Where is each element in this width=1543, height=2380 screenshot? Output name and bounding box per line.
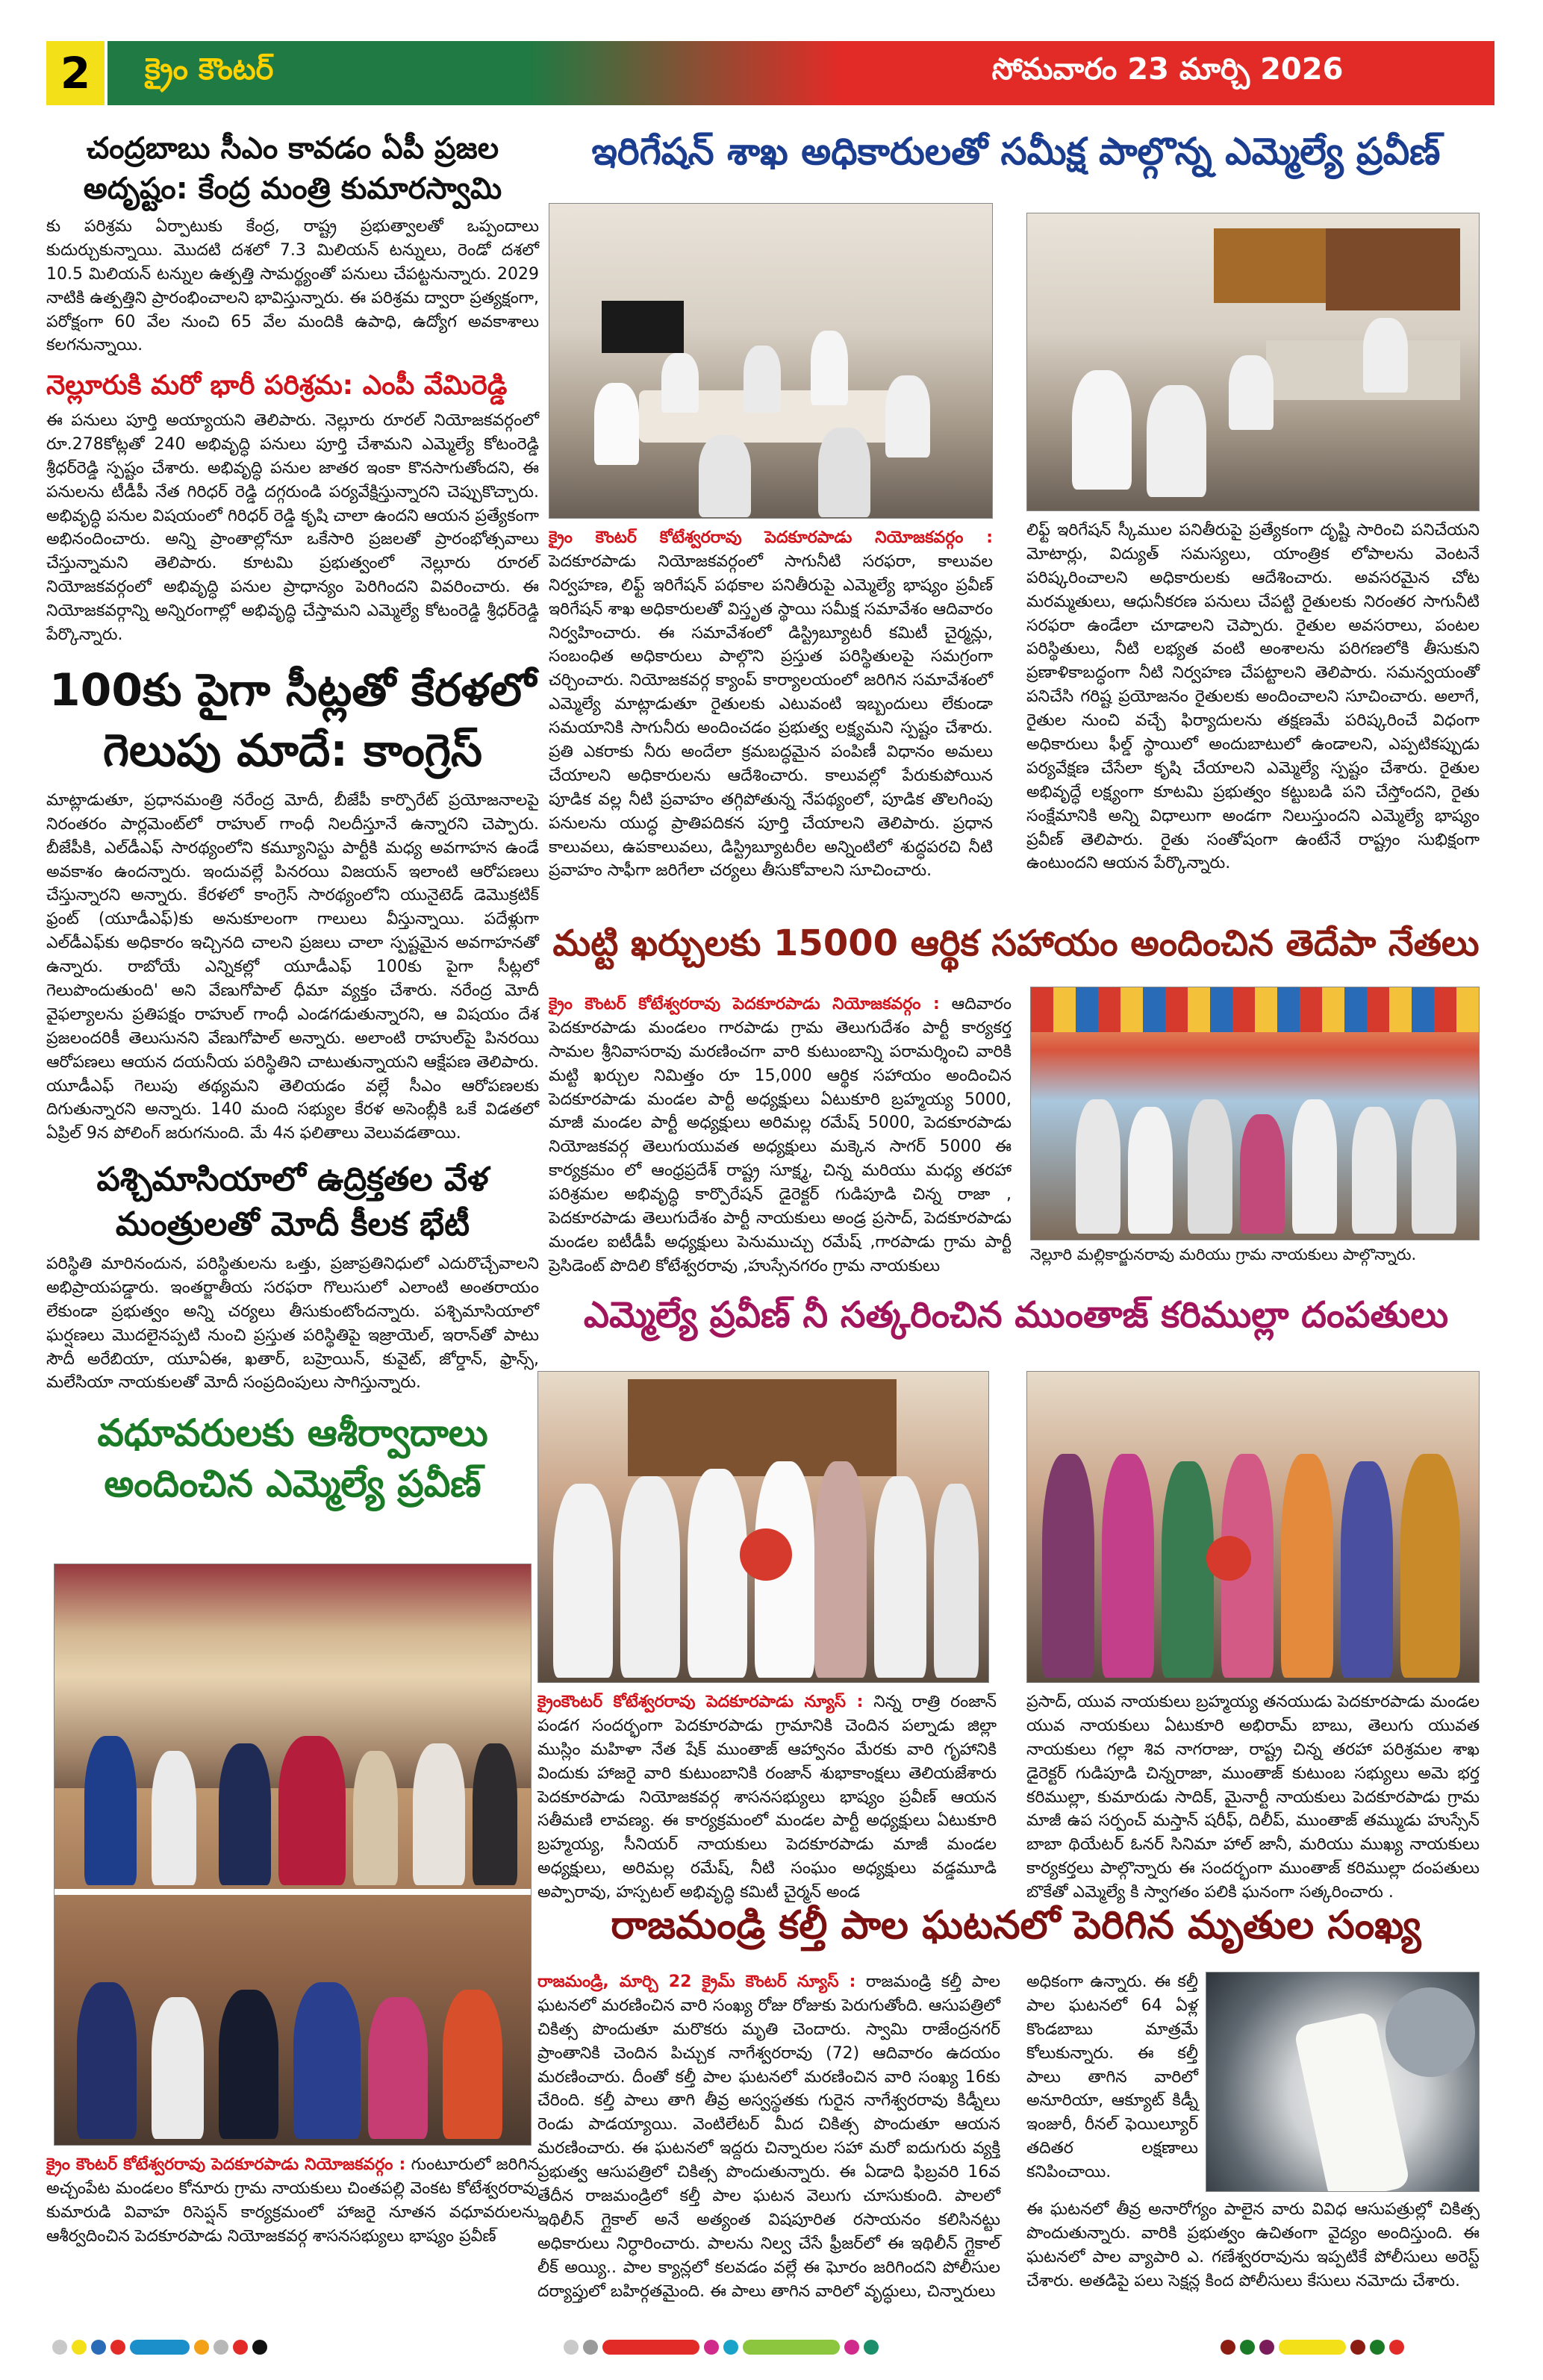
- footer-dots-right: [1221, 2340, 1404, 2355]
- footer-dots-left: [52, 2340, 267, 2355]
- milk-tragedy-text-a: [537, 1970, 1000, 2303]
- milk-tragedy-body-b: అధికంగా ఉన్నారు. ఈ కల్తీ పాల ఘటనలో 64 ఏళ్ల కొండబాబు మాత్రమే కోలుకున్నారు. ఈ కల్తీ పాలు తాగిన వారిలో అనూరియా, ఆక్యూట్ కిడ్నీ ఇంజురీ, రీనల్ ఫెయిల్యూర్ తదితర లక్షణాలు కనిపించాయి.: [1026, 1973, 1198, 2182]
- masthead: [46, 41, 1494, 105]
- article3-title-line1: 100కు పైగా సీట్లతో కేరళలో: [49, 663, 537, 716]
- article4-title-line1: పశ్చిమాసియాలో ఉద్రిక్తతల వేళ: [96, 1161, 489, 1199]
- financial-aid-title: మట్టి ఖర్చులకు 15000 ఆర్థిక సహాయం అందించిన తెదేపా నేతలు: [552, 922, 1480, 964]
- felicitation-photo-1: [537, 1371, 989, 1683]
- felicitation-body-a: నిన్న రాత్రి రంజాన్ పండగ సందర్భంగా పెదకూరపాడు గ్రామానికి చెందిన పల్నాడు జిల్లా ముస్లిం మహిళా నేత షేక్ ముంతాజ్ ఆహ్వానం మేరకు వారి గృహానికి విందుకు హాజరై వారి కుటుంబానికి రంజాన్ శుభాకాంక్షలు తెలియజేశారు పెదకూరపాడు నియోజకవర్గ శాసనసభ్యులు భాష్యం ప్రవీణ్ ఆయన సతీమణి లావణ్య. ఈ కార్యక్రమంలో మండల పార్టీ అధ్యక్షులు ఏటుకూరి బ్రహ్మయ్య, సీనియర్ నాయకులు పెదకూరపాడు మాజీ మండల అధ్యక్షులు, అరిమల్ల రమేష్, నీటి సంఘం అధ్యక్షులు వడ్డమూడి అప్పారావు, హస్పటల్ అభివృద్ధి కమిటీ చైర్మన్ అండ: [537, 1693, 997, 1902]
- article2-body: ఈ పనులు పూర్తి అయ్యాయని తెలిపారు. నెల్లూరు రూరల్ నియోజకవర్గంలో రూ.278కోట్లతో 240 అభివృద్ధి పనులు పూర్తి చేశామని ఎమ్మెల్యే కోటంరెడ్డి శ్రీధర్‌రెడ్డి స్పష్టం చేశారు. అభివృద్ధి పనుల జాతర ఇంకా కొనసాగుతోందని, ఈ పనులను టీడీపీ నేత గిరిధర్ రెడ్డి దగ్గరుండి పర్యవేక్షిస్తున్నారని చెప్పుకొచ్చారు. అభివృద్ధి పనుల విషయంలో గిరిధర్ రెడ్డి కృషి చాలా ఉందని ఆయన ప్రత్యేకంగా అభినందించారు. అన్ని ప్రాంతాల్లోనూ ఒకేసారి ప్రజలతో ప్రారంభోత్సవాలు చేస్తున్నామని తెలిపారు. కూటమి ప్రభుత్వంలో నెల్లూరు రూరల్ నియోజకవర్గంలో అభివృద్ధి పనుల ప్రాధాన్యం పెరిగిందని వివరించారు. ఈ నియోజకవర్గాన్ని అన్నిరంగాల్లో అభివృద్ధి చేస్తామని ఎమ్మెల్యే కోటంరెడ్డి శ్రీధర్‌రెడ్డి పేర్కొన్నారు.: [46, 410, 539, 644]
- page-number: 2: [46, 41, 105, 105]
- irrigation-text-a: [549, 526, 993, 883]
- felicitation-title: ఎమ్మెల్యే ప్రవీణ్ నీ సత్కరించిన ముంతాజ్ కరిముల్లా దంపతులు: [583, 1294, 1449, 1336]
- milk-tragedy-title: రాజమండ్రి కల్తీ పాల ఘటనలో పెరిగిన మృతుల సంఖ్య: [611, 1903, 1421, 1948]
- milk-photo: [1206, 1972, 1480, 2192]
- wedding-photo: [54, 1564, 532, 2146]
- irrigation-photo-2: [1026, 213, 1480, 511]
- masthead-divider: [526, 41, 841, 105]
- irrigation-body-a: పెదకూరపాడు నియోజకవర్గంలో సాగునీటి సరఫరా, కాలువల నిర్వహణ, లిఫ్ట్ ఇరిగేషన్ పథకాల పనితీరుపై ఎమ్మెల్యే భాష్యం ప్రవీణ్ ఇరిగేషన్ శాఖ అధికారులతో విస్తృత స్థాయి సమీక్ష సమావేశం ఆదివారం నిర్వహించారు. ఈ సమావేశంలో డిస్ట్రిబ్యూటరీ కమిటీ చైర్మన్లు, సంబంధిత అధికారులు పాల్గొని ప్రస్తుత పరిస్థితులపై సమగ్రంగా చర్చించారు. నియోజకవర్గ క్యాంప్ కార్యాలయంలో జరిగిన సమావేశంలో ఎమ్మెల్యే మాట్లాడుతూ రైతులకు ఎటువంటి ఇబ్బందులు లేకుండా సమయానికి సాగునీరు అందించడం ప్రభుత్వ లక్ష్యమని స్పష్టం చేశారు. ప్రతి ఎకరాకు నీరు అందేలా క్రమబద్ధమైన పంపిణీ విధానం అమలు చేయాలని అధికారులను ఆదేశించారు. కాలువల్లో పేరుకుపోయిన పూడిక వల్ల నీటి ప్రవాహం తగ్గిపోతున్న నేపథ్యంలో, పూడిక తొలగింపు పనులను యుద్ధ ప్రాతిపదికన పూర్తి చేయాలని తెలిపారు. ప్రధాన కాలువలు, ఉపకాలువలు, డిస్ట్రిబ్యూటరీల అన్నింటిలో శుద్ధపరచి నీటి ప్రవాహం సాఫీగా జరిగేలా చర్యలు తీసుకోవాలని సూచించారు.: [549, 552, 993, 881]
- irrigation-photo-1: [549, 203, 993, 519]
- financial-aid-text: [549, 993, 1011, 1278]
- paper-name: క్రైం కౌంటర్: [107, 41, 526, 105]
- article3-body: మాట్లాడుతూ, ప్రధానమంత్రి నరేంద్ర మోదీ, బీజేపీ కార్పొరేట్ ప్రయోజనాలపై నిరంతరం పార్లమెంట్‌లో రాహుల్ గాంధీ నిలదీస్తూనే ఉన్నారని చెప్పారు. బీజేపీకి, ఎల్‌డీఎఫ్ సారథ్యంలోని కమ్యూనిస్టు పార్టీకి మధ్య అవగాహన ఉండే అవకాశం ఉందన్నారు. ఇందువల్లే పినరయి విజయన్ ఇలాంటి ఆరోపణలు చేస్తున్నారని అన్నారు. కేరళలో కాంగ్రెస్ సారథ్యంలోని యునైటెడ్ డెమొక్రటిక్ ఫ్రంట్ (యూడీఎఫ్)కు అనుకూలంగా గాలులు వీస్తున్నాయి. పదేళ్లుగా ఎల్‌డీఎఫ్‌కు అధికారం ఇచ్చినది చాలని ప్రజలు చాలా స్పష్టమైన అవగాహనతో ఉన్నారు. రాబోయే ఎన్నికల్లో యూడీఎఫ్ 100కు పైగా సీట్లలో గెలుపొందుతుంది' అని వేణుగోపాల్ ధీమా వ్యక్తం చేశారు. నరేంద్ర మోదీ వైఫల్యాలను ప్రతిపక్షం రాహుల్ గాంధీ ఎండగడుతున్నారని, ఆ విషయం దేశ ప్రజలందరికీ తెలుసునని వేణుగోపాల్ అన్నారు. అలాంటి రాహుల్‌పై పినరయి ఆరోపణలు ఆయన దయనీయ పరిస్థితిని చాటుతున్నాయని ఆక్షేపణ తెలిపారు. యూడీఎఫ్ గెలుపు తథ్యమని తెలియడం వల్లే సీఎం ఆరోపణలకు దిగుతున్నారని అన్నారు. 140 మంది సభ్యుల కేరళ అసెంబ్లీకి ఒకే విడతలో ఏప్రిల్ 9న పోలింగ్ జరుగనుంది. మే 4న ఫలితాలు వెలువడతాయి.: [46, 790, 539, 1143]
- irrigation-byline: క్రైం కౌంటర్ కోటేశ్వరరావు పెదకూరపాడు నియోజకవర్గం :: [549, 528, 993, 547]
- article1-body: కు పరిశ్రమ ఏర్పాటుకు కేంద్ర, రాష్ట్ర ప్రభుత్వాలతో ఒప్పందాలు కుదుర్చుకున్నాయి. మొదటి దశలో 7.3 మిలియన్ టన్నులు, రెండో దశలో 10.5 మిలియన్ టన్నుల ఉత్పత్తి సామర్థ్యంతో పనులు చేపట్టనున్నారు. 2029 నాటికి ఉత్పత్తిని ప్రారంభించాలని భావిస్తున్నారు. ఈ పరిశ్రమ ద్వారా ప్రత్యక్షంగా, పరోక్షంగా 60 వేల నుంచి 65 వేల మందికి ఉపాధి, ఉద్యోగ అవకాశాలు కలగనున్నాయి.: [46, 217, 539, 355]
- financial-aid-caption: నెల్లూరి మల్లికార్జునరావు మరియు గ్రామ నాయకులు పాల్గొన్నారు.: [1030, 1246, 1417, 1264]
- article5-title-line1: వధూవరులకు ఆశీర్వాదాలు: [97, 1411, 488, 1455]
- footer-dots-center: [564, 2340, 879, 2355]
- milk-tragedy-text-c: [1026, 2198, 1480, 2293]
- felicitation-body-b: ప్రసాద్, యువ నాయకులు బ్రహ్మయ్య తనయుడు పెదకూరపాడు మండల యువ నాయకులు ఏటుకూరి అభిరామ్ బాబు, తెలుగు యువత నాయకులు గల్లా శివ నాగరాజు, రాష్ట్ర చిన్న తరహా పరిశ్రమల శాఖ డైరెక్టర్ గుడిపూడి చిన్నరాజా, ముంతాజ్ కుటుంబ సభ్యులు అమె భర్త కరిముల్లా, కుమారుడు సాదిక్, మైనార్టీ నాయకులు పెదకూరపాడు గ్రామ మాజీ ఉప సర్పంచ్ మస్తాన్ షరీఫ్, దిలీప్, ముంతాజ్ తమ్ముడు హుస్సేన్ బాబా థియేటర్ ఓనర్ సినిమా హాల్ జానీ, మరియు ముఖ్య నాయకులు కార్యకర్తలు పాల్గొన్నారు ఈ సందర్భంగా ముంతాజ్ కరిముల్లా దంపతులు బొకేతో ఎమ్మెల్యే కి స్వాగతం పలికి ఘనంగా సత్కరించారు .: [1026, 1693, 1480, 1902]
- felicitation-text-b: [1026, 1690, 1480, 1905]
- financial-aid-byline: క్రైం కౌంటర్ కోటేశ్వరరావు పెదకూరపాడు నియోజకవర్గం :: [549, 995, 940, 1013]
- irrigation-body-b: లిఫ్ట్ ఇరిగేషన్ స్కీముల పనితీరుపై ప్రత్యేకంగా దృష్టి సారించి పనిచేయని మోటార్లు, విద్యుత్ సమస్యలు, యాంత్రిక లోపాలను వెంటనే పరిష్కరించాలని అధికారులకు ఆదేశించారు. అవసరమైన చోట మరమ్మతులు, ఆధునీకరణ పనులు చేపట్టి రైతులకు నిరంతర సాగునీటి సరఫరా ఉండేలా చూడాలని చెప్పారు. రైతుల అవసరాలు, పంటల పరిస్థితులు, నీటి లభ్యత వంటి అంశాలను పరిగణలోకి తీసుకుని ప్రణాళికాబద్ధంగా నీటి నిర్వహణ చేపట్టాలని తెలిపారు. సమన్వయంతో పనిచేసి గరిష్ట ప్రయోజనం రైతులకు అందించాలని సూచించారు. అలాగే, రైతుల నుంచి వచ్చే ఫిర్యాదులను తక్షణమే పరిష్కరించే విధంగా అధికారులు ఫీల్డ్ స్థాయిలో అందుబాటులో ఉండాలని, ఎప్పటికప్పుడు పర్యవేక్షణ చేసేలా కృషి చేయాలని ఎమ్మెల్యే స్పష్టం చేశారు. రైతుల అభివృద్ధే లక్ష్యంగా కూటమి ప్రభుత్వం కట్టుబడి పని చేస్తోందని, రైతు సంక్షేమానికి అన్ని విధాలుగా అండగా నిలుస్తుందని ఎమ్మెల్యే భాష్యం ప్రవీణ్ తెలిపారు. రైతు సంతోషంగా ఉంటేనే రాష్ట్రం సుభిక్షంగా ఉంటుందని ఆయన పేర్కొన్నారు.: [1026, 521, 1480, 873]
- article3-title-line2: గెలుపు మాదే: కాంగ్రెస్: [103, 724, 482, 777]
- financial-aid-photo: [1030, 987, 1480, 1240]
- felicitation-photo-2: [1026, 1371, 1480, 1683]
- article5-body: గుంటూరులో జరిగిన అచ్చంపేట మండలం కోనూరు గ్రామ నాయకులు చింతపల్లి వెంకట కోటేశ్వరరావు కుమారుడి వివాహ రిసెప్షన్ కార్యక్రమంలో హాజరై నూతన వధూవరులను ఆశీర్వదించిన పెదకూరపాడు నియోజకవర్గ శాసనసభ్యులు భాష్యం ప్రవీణ్: [46, 2155, 539, 2246]
- article2-title: నెల్లూరుకి మరో భారీ పరిశ్రమ: ఎంపీ వేమిరెడ్డి: [46, 370, 508, 402]
- milk-tragedy-body-a: రాజమండ్రి కల్తీ పాల ఘటనలో మరణించిన వారి సంఖ్య రోజు రోజుకు పెరుగుతోంది. ఆసుపత్రిలో చికిత్స పొందుతూ మరొకరు మృతి చెందారు. స్వామి రాజేంద్రనగర్ ప్రాంతానికి చెందిన పిచ్చుక నాగేశ్వరరావు (72) ఆదివారం ఉదయం మరణించారు. దీంతో కల్తీ పాల ఘటనలో మరణించిన వారి సంఖ్య 16కు చేరింది. కల్తీ పాలు తాగి తీవ్ర అస్వస్థతకు గురైన నాగేశ్వరరావు కిడ్నీలు రెండు పాడయ్యాయి. వెంటిలేటర్ మీద చికిత్స పొందుతూ ఆయన మరణించారు. ఈ ఘటనలో ఇద్దరు చిన్నారుల సహా మరో ఐదుగురు వ్యక్తి ప్రభుత్వ ఆసుపత్రిలో చికిత్స పొందుతున్నారు. ఈ ఏడాది ఫిబ్రవరి 16వ తేదీన రాజమండ్రిలో కల్తీ పాల ఘటన వెలుగు చూసుకుంది. పాలలో ఇథిలీన్ గ్లైకాల్ అనే అత్యంత విషపూరిత రసాయనం కలిసినట్టు అధికారులు నిర్ధారించారు. పాలను నిల్వ చేసే ఫ్రీజర్‌లో ఈ ఇథిలీన్ గ్లైకాల్ లీక్ అయ్యి.. పాల క్యాన్లలో కలవడం వల్లే ఈ ఘోరం జరిగిందని పోలీసుల దర్యాప్తులో బహిర్గతమైంది. ఈ పాలు తాగిన వారిలో వృద్ధులు, చిన్నారులు: [537, 1973, 1000, 2301]
- milk-tragedy-body-c: ఈ ఘటనలో తీవ్ర అనారోగ్యం పాలైన వారు వివిధ ఆసుపత్రుల్లో చికిత్స పొందుతున్నారు. వారికి ప్రభుత్వం ఉచితంగా వైద్యం అందిస్తుంది. ఈ ఘటనలో పాల వ్యాపారి ఎ. గణేశ్వరరావును ఇప్పటికే పోలీసులు అరెస్ట్ చేశారు. అతడిపై పలు సెక్షన్ల కింద పోలీసులు కేసులు నమోదు చేశారు.: [1026, 2200, 1480, 2290]
- felicitation-byline: క్రైంకౌంటర్ కోటేశ్వరరావు పెదకూరపాడు న్యూస్ :: [537, 1693, 864, 1711]
- article1-title-line2: అదృష్టం: కేంద్ర మంత్రి కుమారస్వామి: [83, 172, 502, 206]
- article4-body: పరిస్థితి మారినందున, పరిస్థితులను ఒత్తు, ప్రజాప్రతినిధులో ఎదురొచ్చేవాలని అభిప్రాయపడ్డారు. ఇంతర్జాతీయ సరఫరా గొలుసులో ఎలాంటి అంతరాయం లేకుండా ప్రభుత్వం అన్ని చర్యలు తీసుకుంటోందన్నారు. పశ్చిమాసియాలో ఘర్షణలు మొదలైనప్పటి నుంచి ప్రస్తుత పరిస్థితిపై ఇజ్రాయెల్, ఇరాన్‌తో పాటు సౌదీ అరేబియా, యూఏఈ, ఖతార్, బహ్రెయిన్, కువైట్, జోర్డాన్, ఫ్రాన్స్, మలేసియా నాయకులతో మోదీ సంప్రదింపులు సాగిస్తున్నారు.: [46, 1254, 539, 1393]
- left-column: [46, 119, 539, 1509]
- article5-byline: క్రైం కౌంటర్ కోటేశ్వరరావు పెదకూరపాడు నియోజకవర్గం :: [46, 2155, 406, 2174]
- milk-tragedy-byline: రాజమండ్రి, మార్చి 22 క్రైమ్ కౌంటర్ న్యూస్ :: [537, 1973, 856, 1991]
- financial-aid-body: ఆదివారం పెదకూరపాడు మండలం గారపాడు గ్రామ తెలుగుదేశం పార్టీ కార్యకర్త సామల శ్రీనివాసరావు మరణించగా వారి కుటుంబాన్ని పరామర్శించి వారికి మట్టి ఖర్చుల నిమిత్తం రూ 15,000 ఆర్థిక సహాయం అందించిన పెదకూరపాడు మండల పార్టీ అధ్యక్షులు ఏటుకూరి బ్రహ్మయ్య 5000, మాజీ మండల పార్టీ అధ్యక్షులు అరిమల్ల రమేష్ 5000, పెదకూరపాడు నియోజకవర్గ తెలుగుయువత అధ్యక్షులు మక్కెన సాగర్ 5000 ఈ కార్యక్రమం లో ఆంధ్రప్రదేశ్ రాష్ట్ర సూక్ష్మ, చిన్న మరియు మధ్య తరహా పరిశ్రమల అభివృద్ధి కార్పొరేషన్ డైరెక్టర్ గుడిపూడి చిన్న రాజా , పెదకూరపాడు తెలుగుదేశం పార్టీ నాయకులు అండ్ర ప్రసాద్, పెదకూరపాడు మండల ఐటీడీపీ అధ్యక్షులు పెనుముచ్చు రమేష్ ,గారపాడు గ్రామ పార్టీ ప్రెసిడెంట్ పొదిలి కోటేశ్వరరావు ,హుస్సేనగరం గ్రామ నాయకులు: [549, 995, 1011, 1275]
- milk-tragedy-text-b: [1026, 1970, 1198, 2184]
- article1-title-line1: చంద్రబాబు సీఎం కావడం ఏపీ ప్రజల: [86, 131, 499, 166]
- article5-text: [46, 2153, 539, 2249]
- irrigation-text-b: [1026, 519, 1480, 875]
- article4-title-line2: మంత్రులతో మోదీ కీలక భేటీ: [115, 1205, 470, 1243]
- article5-title-line2: అందించిన ఎమ్మెల్యే ప్రవీణ్: [104, 1461, 481, 1505]
- felicitation-text-a: [537, 1690, 997, 1905]
- issue-date: సోమవారం 23 మార్చి 2026: [841, 41, 1494, 105]
- irrigation-title: ఇరిగేషన్ శాఖ అధికారులతో సమీక్ష పాల్గొన్న ఎమ్మెల్యే ప్రవీణ్: [591, 130, 1441, 173]
